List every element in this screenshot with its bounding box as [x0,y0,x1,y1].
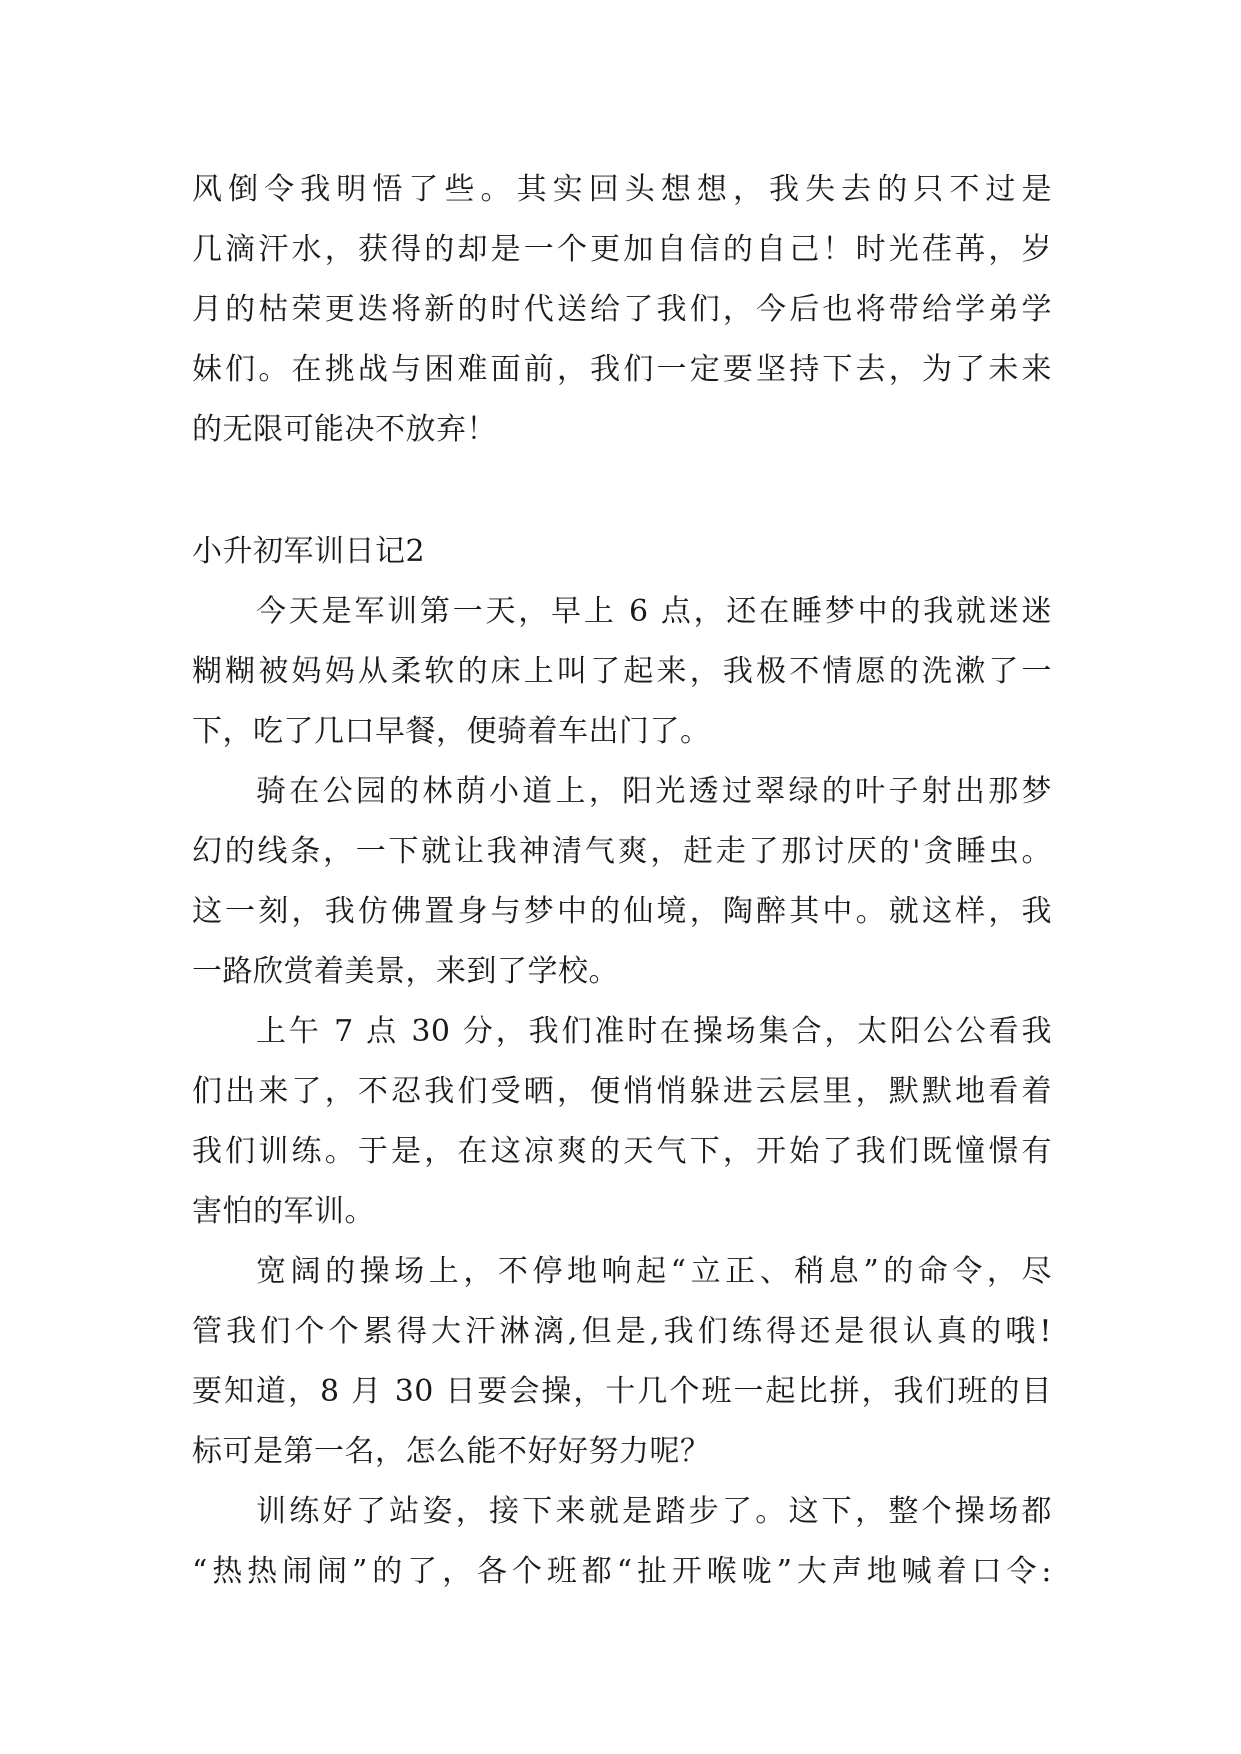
paragraph-3 [192,762,1052,1002]
text-line: 月的枯荣更迭将新的时代送给了我们，今后也将带给学弟学 [192,292,1052,327]
text-line: 这一刻，我仿佛置身与梦中的仙境，陶醉其中。就这样，我 [192,894,1052,929]
text-line: “热热闹闹”的了，各个班都“扯开喉咙”大声地喊着口令: [192,1554,1052,1589]
text-line: 宽阔的操场上，不停地响起“立正、稍息”的命令，尽 [256,1254,1052,1289]
text-line: 妹们。在挑战与困难面前，我们一定要坚持下去，为了未来 [192,352,1052,387]
text-line: 要知道，8 月 30 日要会操，十几个班一起比拼，我们班的目 [192,1374,1052,1409]
text-line: 的无限可能决不放弃！ [192,412,497,447]
text-line: 今天是军训第一天，早上 6 点，还在睡梦中的我就迷迷 [256,594,1052,629]
text-line: 下，吃了几口早餐，便骑着车出门了。 [192,714,711,749]
paragraph-2 [192,582,1052,762]
text-line: 我们训练。于是，在这凉爽的天气下，开始了我们既憧憬有 [192,1134,1052,1169]
text-line: 糊糊被妈妈从柔软的床上叫了起来，我极不情愿的洗漱了一 [192,654,1052,689]
text-line: 标可是第一名，怎么能不好好努力呢？ [192,1434,711,1469]
document-page [192,160,1052,1602]
section-gap [192,460,1052,522]
section-heading: 小升初军训日记2 [192,534,426,569]
text-line: 几滴汗水，获得的却是一个更加自信的自己！时光荏苒，岁 [192,232,1052,267]
paragraph-1 [192,160,1052,460]
text-line: 管我们个个累得大汗淋漓,但是,我们练得还是很认真的哦! [192,1314,1052,1349]
text-line: 训练好了站姿，接下来就是踏步了。这下，整个操场都 [256,1494,1052,1529]
text-line: 风倒令我明悟了些。其实回头想想，我失去的只不过是 [192,172,1052,207]
text-line: 骑在公园的林荫小道上，阳光透过翠绿的叶子射出那梦 [256,774,1052,809]
text-line: 一路欣赏着美景，来到了学校。 [192,954,619,989]
text-line: 害怕的军训。 [192,1194,375,1229]
text-line: 上午 7 点 30 分，我们准时在操场集合，太阳公公看我 [256,1014,1052,1049]
text-line: 幻的线条，一下就让我神清气爽，赶走了那讨厌的'贪睡虫。 [192,834,1052,869]
paragraph-6 [192,1482,1052,1602]
paragraph-4 [192,1002,1052,1242]
paragraph-5 [192,1242,1052,1482]
text-line: 们出来了，不忍我们受晒，便悄悄躲进云层里，默默地看着 [192,1074,1052,1109]
